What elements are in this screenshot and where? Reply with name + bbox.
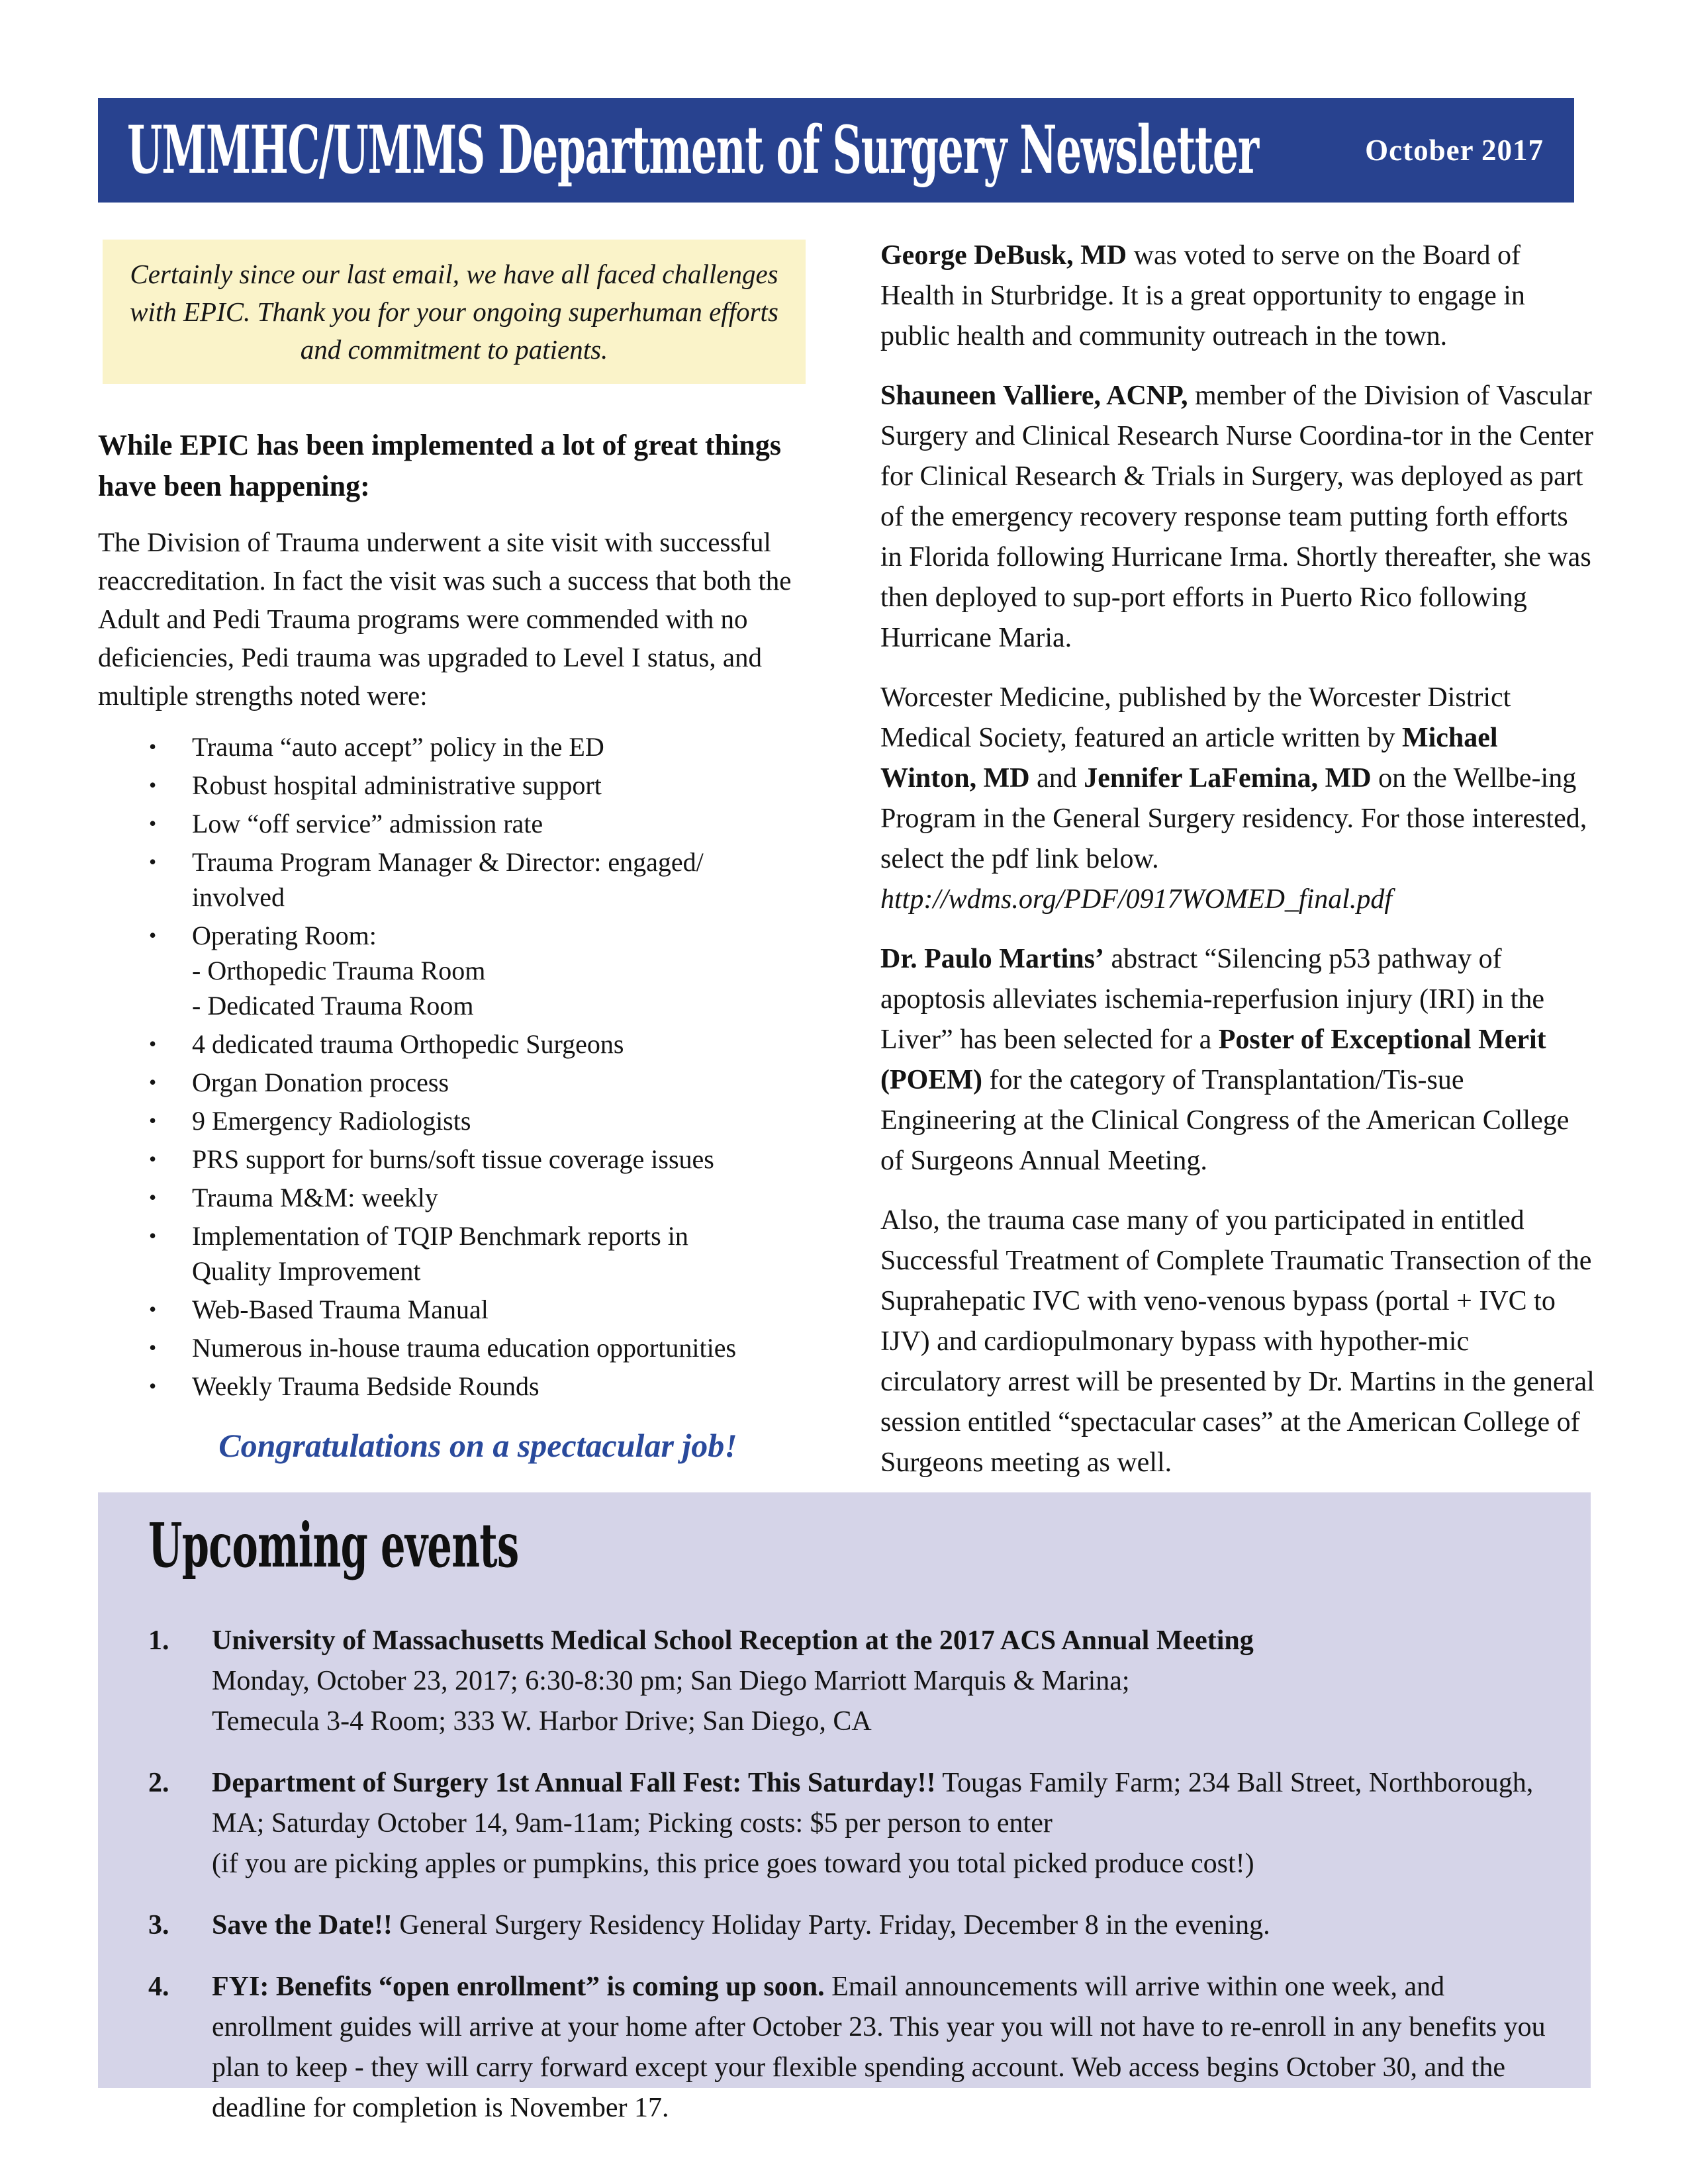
text-segment: (if you are picking apples or pumpkins, this price goes toward you total picked produce cost!) bbox=[212, 1848, 1254, 1879]
bullet-text: Numerous in-house trauma education opportunities bbox=[192, 1333, 737, 1363]
bullet-icon: • bbox=[149, 811, 157, 835]
bullet-icon: • bbox=[149, 850, 157, 874]
event-item bbox=[148, 1621, 1551, 1742]
text-segment: Michael Winton, MD bbox=[880, 723, 1498, 794]
text-segment: Email announcements will arrive within one week, and enrollment guides will arrive at your home after October 23. This year you will not have to re-enroll in any benefits you plan to keep - they will carry forward except your flexible spending account. Web access begins October 30, and the deadline for completion is November 17. bbox=[212, 1972, 1546, 2123]
bullet-icon: • bbox=[149, 1109, 157, 1132]
bullet-text: Trauma “auto accept” policy in the ED bbox=[192, 732, 604, 762]
event-number: 2. bbox=[148, 1768, 169, 1798]
pdf-link[interactable]: http://wdms.org/PDF/0917WOMED_final.pdf bbox=[880, 884, 1393, 915]
text-segment: Temecula 3-4 Room; 333 W. Harbor Drive; San Diego, CA bbox=[212, 1706, 872, 1737]
bullet-icon: • bbox=[149, 1147, 157, 1171]
text-segment: FYI: Benefits “open enrollment” is coming up soon. bbox=[212, 1972, 825, 2002]
event-number: 4. bbox=[148, 1972, 169, 2002]
text-segment: Also, the trauma case many of you participated in entitled Successful Treatment of Complete Traumatic Transection of the Suprahepatic IVC with veno-venous bypass (portal + IVC to IJV) and cardiopulmonary bypass with hypother-mic circulatory arrest will be presented by Dr. Martins in the general session entitled “spectacular cases” at the American College of Surgeons meeting as well. bbox=[880, 1205, 1595, 1478]
masthead-bar bbox=[98, 98, 1574, 203]
news-paragraph bbox=[880, 678, 1595, 920]
bullet-text: Weekly Trauma Bedside Rounds bbox=[192, 1371, 539, 1401]
bullet-text: Robust hospital administrative support bbox=[192, 770, 602, 800]
bullet-icon: • bbox=[149, 1032, 157, 1056]
bullet-text: Organ Donation process bbox=[192, 1068, 449, 1097]
text-segment: George DeBusk, MD bbox=[880, 240, 1127, 271]
text-segment: Worcester Medicine, published by the Worcester District Medical Society, featured an article written by bbox=[880, 682, 1511, 753]
bullet-text: Trauma M&M: weekly bbox=[192, 1183, 438, 1212]
bullet-icon: • bbox=[149, 773, 157, 797]
list-item bbox=[98, 1330, 812, 1365]
trauma-intro-paragraph: The Division of Trauma underwent a site visit with successful reaccreditation. In fact the visit was such a success that both the Adult and Pedi Trauma programs were commended with no deficiencies, Pedi trauma was upgraded to Level I status, and multiple strengths noted were: bbox=[98, 527, 792, 711]
epic-quote-text: Certainly since our last email, we have all faced challenges with EPIC. Thank you for your ongoing superhuman efforts and commitment to patients. bbox=[130, 258, 778, 365]
text-segment: University of Massachusetts Medical School Reception at the 2017 ACS Annual Meeting bbox=[212, 1625, 1254, 1656]
bullet-icon: • bbox=[149, 1374, 157, 1398]
list-item bbox=[98, 1026, 812, 1062]
event-text bbox=[212, 1763, 1551, 1884]
upcoming-events-title: Upcoming events bbox=[148, 1510, 519, 1581]
bullet-text: Low “off service” admission rate bbox=[192, 809, 543, 839]
left-column bbox=[98, 425, 812, 1465]
text-segment: and bbox=[1029, 763, 1084, 794]
text-segment: on the Wellbe-ing Program in the General Surgery residency. For those interested, select the pdf link below. bbox=[880, 763, 1587, 874]
news-paragraph bbox=[880, 376, 1595, 659]
bullet-icon: • bbox=[149, 1336, 157, 1359]
bullet-icon: • bbox=[149, 735, 157, 758]
event-number: 1. bbox=[148, 1625, 169, 1656]
bullet-text: 4 dedicated trauma Orthopedic Surgeons bbox=[192, 1029, 624, 1059]
bullet-text: Web-Based Trauma Manual bbox=[192, 1295, 489, 1324]
list-item bbox=[98, 1142, 812, 1177]
text-segment: Shauneen Valliere, ACNP, bbox=[880, 381, 1188, 411]
text-segment: General Surgery Residency Holiday Party. Friday, December 8 in the evening. bbox=[392, 1910, 1270, 1940]
text-segment: Dr. Paulo Martins’ bbox=[880, 944, 1104, 974]
list-item bbox=[98, 1218, 812, 1289]
news-paragraph bbox=[880, 236, 1595, 357]
events-list bbox=[148, 1621, 1551, 2128]
text-segment: was voted to serve on the Board of Health in Sturbridge. It is a great opportunity to engage in public health and community outreach in the town. bbox=[880, 240, 1525, 351]
upcoming-events-box bbox=[98, 1492, 1591, 2123]
epic-quote-box bbox=[103, 240, 806, 384]
epic-heading: While EPIC has been implemented a lot of great things have been happening: bbox=[98, 429, 781, 502]
text-segment: for the category of Transplantation/Tis-sue Engineering at the Clinical Congress of the American College of Surgeons Annual Meeting. bbox=[880, 1065, 1570, 1176]
newsletter-title: UMMHC/UMMS Department of Surgery Newsletter bbox=[127, 112, 1258, 189]
news-paragraph bbox=[880, 939, 1595, 1181]
list-item bbox=[98, 1065, 812, 1100]
text-segment: Save the Date!! bbox=[212, 1910, 393, 1940]
right-column bbox=[880, 236, 1595, 1502]
bullet-icon: • bbox=[149, 1185, 157, 1209]
list-item bbox=[98, 1292, 812, 1327]
text-segment: Tougas Family Farm; 234 Ball Street, Northborough, MA; Saturday October 14, 9am-11am; Picking costs: $5 per person to enter bbox=[212, 1768, 1534, 1839]
list-item bbox=[98, 1180, 812, 1215]
text-segment: member of the Division of Vascular Surgery and Clinical Research Nurse Coordina-tor in the Center for Clinical Research & Trials in Surgery, was deployed as part of the emergency recovery response team putting forth efforts in Florida following Hurricane Irma. Shortly thereafter, she was then deployed to sup-port efforts in Puerto Rico following Hurricane Maria. bbox=[880, 381, 1593, 653]
list-item bbox=[98, 768, 812, 803]
event-item bbox=[148, 1967, 1551, 2128]
text-segment: abstract “Silencing p53 pathway of apoptosis alleviates ischemia-reperfusion injury (IRI) in the Liver” has been selected for a bbox=[880, 944, 1545, 1055]
event-text bbox=[212, 1905, 1551, 1946]
list-item bbox=[98, 844, 812, 915]
news-paragraph bbox=[880, 1201, 1595, 1483]
bullet-text: 9 Emergency Radiologists bbox=[192, 1106, 471, 1136]
list-item bbox=[98, 1369, 812, 1404]
list-item bbox=[98, 729, 812, 764]
trauma-strengths-list bbox=[98, 729, 812, 1404]
event-item bbox=[148, 1905, 1551, 1946]
bullet-icon: • bbox=[149, 1297, 157, 1321]
text-segment: Department of Surgery 1st Annual Fall Fest: This Saturday!! bbox=[212, 1768, 936, 1798]
bullet-text: Implementation of TQIP Benchmark reports in Quality Improvement bbox=[192, 1221, 688, 1286]
text-segment: Monday, October 23, 2017; 6:30-8:30 pm; San Diego Marriott Marquis & Marina; bbox=[212, 1666, 1130, 1696]
list-item bbox=[98, 806, 812, 841]
bullet-icon: • bbox=[149, 1070, 157, 1094]
list-item bbox=[98, 918, 812, 1023]
bullet-text: Operating Room: - Orthopedic Trauma Room - Dedicated Trauma Room bbox=[192, 921, 486, 1021]
bullet-icon: • bbox=[149, 1224, 157, 1248]
upcoming-events-heading bbox=[148, 1510, 1551, 1596]
bullet-text: PRS support for burns/soft tissue coverage issues bbox=[192, 1144, 714, 1174]
issue-date: October 2017 bbox=[1365, 134, 1544, 167]
event-item bbox=[148, 1763, 1551, 1884]
bullet-icon: • bbox=[149, 923, 157, 947]
list-item bbox=[98, 1103, 812, 1138]
text-segment: Jennifer LaFemina, MD bbox=[1084, 763, 1372, 794]
event-text bbox=[212, 1967, 1551, 2128]
congratulations-line: Congratulations on a spectacular job! bbox=[218, 1427, 737, 1464]
bullet-text: Trauma Program Manager & Director: engaged/ involved bbox=[192, 847, 704, 912]
text-segment: Poster of Exceptional Merit (POEM) bbox=[880, 1024, 1546, 1095]
event-number: 3. bbox=[148, 1910, 169, 1940]
event-text bbox=[212, 1621, 1551, 1742]
